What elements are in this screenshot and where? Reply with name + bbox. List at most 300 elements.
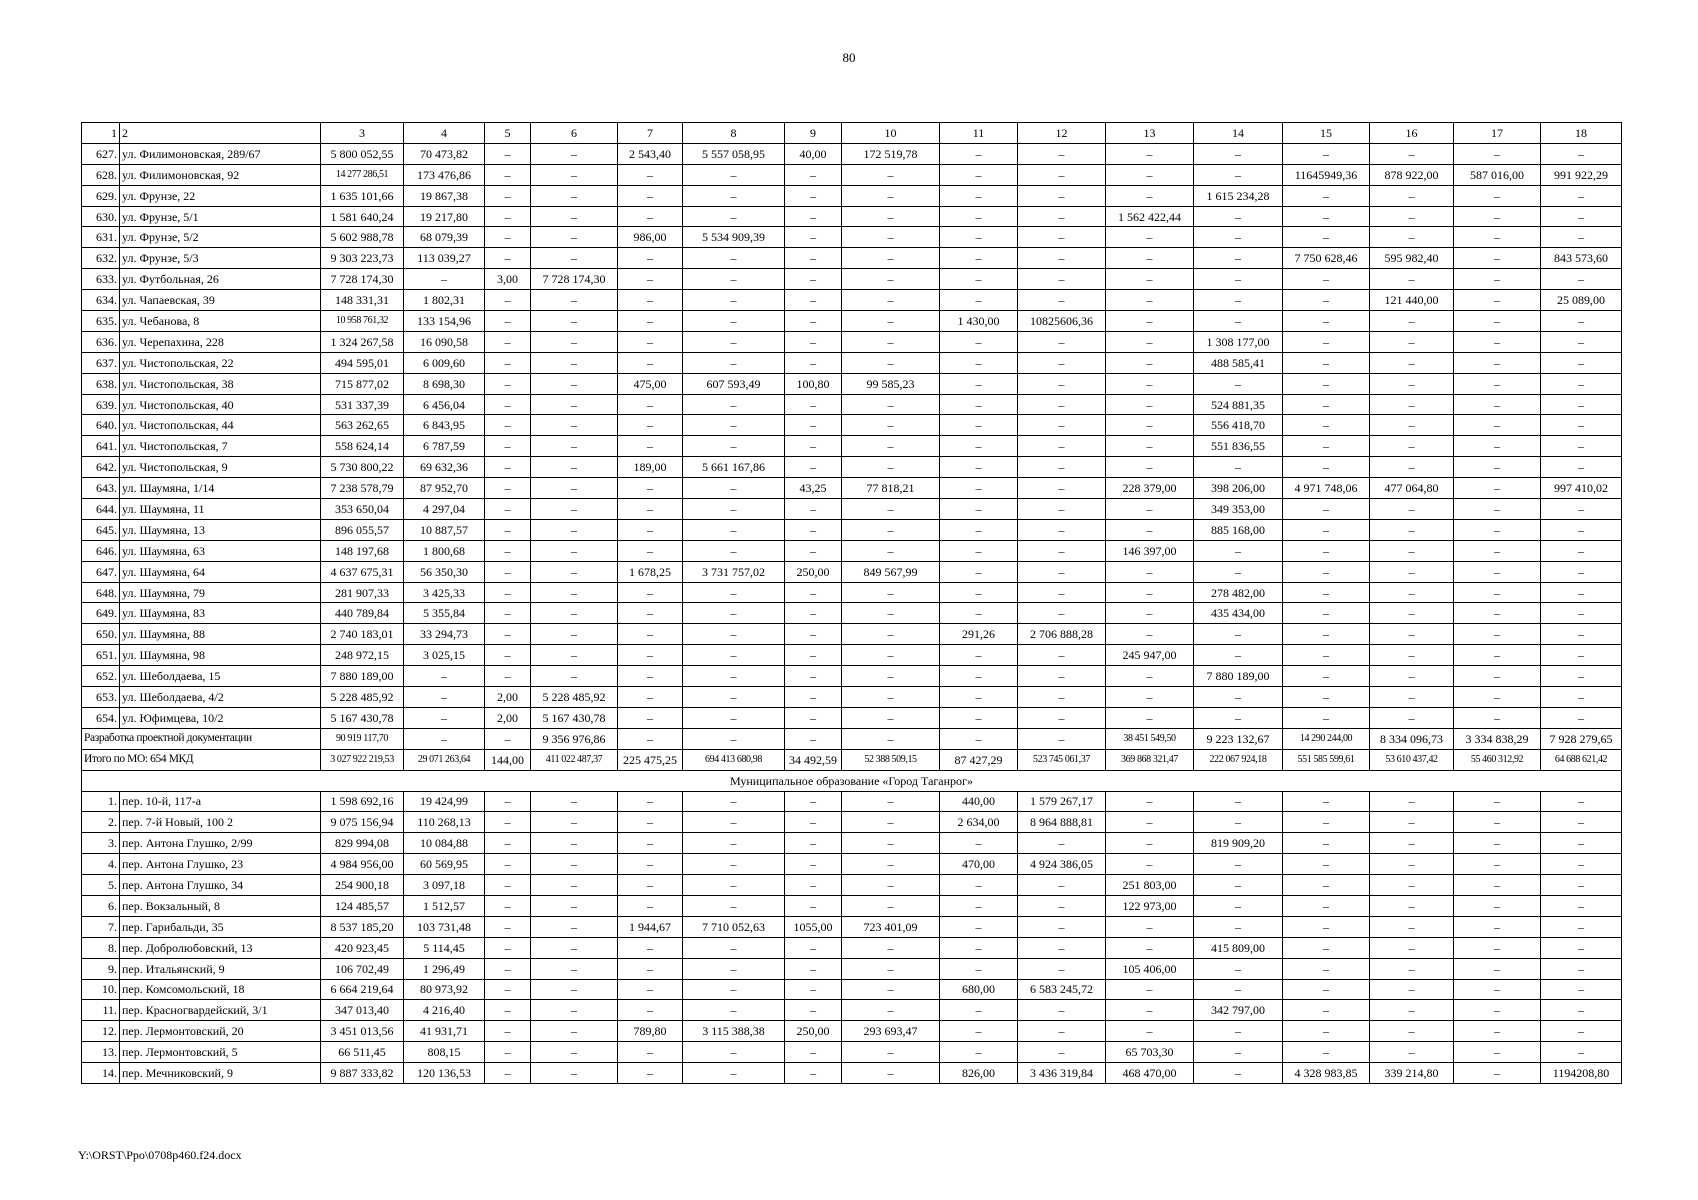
table-cell: – — [1454, 311, 1541, 332]
table-cell: – — [531, 206, 618, 227]
table-cell: 680,00 — [940, 979, 1018, 1000]
table-cell: – — [940, 1000, 1018, 1021]
table-cell: 173 476,86 — [404, 164, 485, 185]
table-cell: 551 585 599,61 — [1283, 749, 1370, 770]
table-cell: 8 698,30 — [404, 373, 485, 394]
table-cell: 113 039,27 — [404, 248, 485, 269]
table-cell: 6. — [82, 895, 120, 916]
table-cell: 5 534 909,39 — [683, 227, 785, 248]
table-cell: – — [940, 185, 1018, 206]
table-row — [82, 248, 1622, 269]
table-cell: – — [485, 519, 531, 540]
table-cell: ул. Шаумяна, 88 — [120, 624, 321, 645]
table-cell: 87 952,70 — [404, 478, 485, 499]
table-cell: – — [618, 311, 683, 332]
table-cell: – — [485, 875, 531, 896]
table-cell: – — [485, 561, 531, 582]
table-cell: 9 075 156,94 — [321, 812, 404, 833]
table-cell: 1 581 640,24 — [321, 206, 404, 227]
table-cell: 14 290 244,00 — [1283, 728, 1370, 749]
table-cell: – — [842, 666, 940, 687]
table-cell: – — [1018, 1021, 1106, 1042]
table-cell: 5 114,45 — [404, 937, 485, 958]
table-cell: – — [1106, 185, 1194, 206]
table-cell: 2,00 — [485, 707, 531, 728]
table-cell: – — [842, 331, 940, 352]
table-cell: – — [485, 436, 531, 457]
table-cell: пер. Вокзальный, 8 — [120, 895, 321, 916]
table-cell: 630. — [82, 206, 120, 227]
table-cell: 398 206,00 — [1194, 478, 1283, 499]
table-cell: – — [1541, 185, 1622, 206]
table-cell: – — [683, 185, 785, 206]
table-cell: – — [485, 916, 531, 937]
table-cell: 640. — [82, 415, 120, 436]
table-cell: – — [485, 812, 531, 833]
table-row — [82, 582, 1622, 603]
table-cell: – — [842, 394, 940, 415]
table-cell: – — [1194, 875, 1283, 896]
table-cell: – — [1194, 290, 1283, 311]
table-cell: – — [1454, 854, 1541, 875]
table-cell: – — [1370, 603, 1454, 624]
table-cell: 5 167 430,78 — [321, 707, 404, 728]
table-cell: 3 425,33 — [404, 582, 485, 603]
table-cell: – — [1283, 269, 1370, 290]
table-cell: – — [1018, 519, 1106, 540]
table-cell: – — [940, 206, 1018, 227]
table-cell: – — [683, 164, 785, 185]
table-cell: 6 583 245,72 — [1018, 979, 1106, 1000]
table-cell: – — [1454, 540, 1541, 561]
table-cell: – — [531, 436, 618, 457]
table-cell: – — [1370, 875, 1454, 896]
table-cell: 631. — [82, 227, 120, 248]
table-cell: – — [485, 1000, 531, 1021]
table-cell: – — [683, 854, 785, 875]
table-cell: – — [940, 269, 1018, 290]
table-cell: – — [485, 624, 531, 645]
table-cell: – — [618, 206, 683, 227]
table-cell: 849 567,99 — [842, 561, 940, 582]
table-cell: 587 016,00 — [1454, 164, 1541, 185]
table-cell: – — [485, 603, 531, 624]
table-cell: – — [842, 812, 940, 833]
table-row — [82, 436, 1622, 457]
table-cell: пер. 7-й Новый, 100 2 — [120, 812, 321, 833]
table-cell: – — [1194, 979, 1283, 1000]
table-cell: – — [1454, 143, 1541, 164]
table-cell: пер. Антона Глушко, 2/99 — [120, 833, 321, 854]
table-cell: – — [1541, 979, 1622, 1000]
table-cell: – — [1541, 833, 1622, 854]
table-cell: – — [531, 499, 618, 520]
table-cell: – — [485, 499, 531, 520]
table-cell: – — [940, 1021, 1018, 1042]
table-cell: – — [1370, 561, 1454, 582]
table-cell: 122 973,00 — [1106, 895, 1194, 916]
table-cell: 80 973,92 — [404, 979, 485, 1000]
table-cell: 634. — [82, 290, 120, 311]
table-cell: 4 984 956,00 — [321, 854, 404, 875]
table-cell: – — [1194, 645, 1283, 666]
table-cell: – — [842, 582, 940, 603]
table-cell: 3 731 757,02 — [683, 561, 785, 582]
table-cell: – — [404, 269, 485, 290]
table-cell: – — [531, 666, 618, 687]
table-cell: – — [1283, 415, 1370, 436]
table-cell: ул. Чебанова, 8 — [120, 311, 321, 332]
table-cell: – — [683, 206, 785, 227]
table-cell: пер. Лермонтовский, 5 — [120, 1042, 321, 1063]
table-cell: – — [1370, 582, 1454, 603]
table-cell: 100,80 — [785, 373, 842, 394]
table-cell: – — [683, 352, 785, 373]
table-cell: 1 512,57 — [404, 895, 485, 916]
table-cell: 885 168,00 — [1194, 519, 1283, 540]
table-cell: 60 569,95 — [404, 854, 485, 875]
table-cell: – — [1541, 812, 1622, 833]
table-cell: – — [404, 666, 485, 687]
table-cell: – — [531, 875, 618, 896]
table-cell: 14 — [1194, 123, 1283, 144]
table-cell: – — [1283, 791, 1370, 812]
table-cell: – — [1106, 854, 1194, 875]
table-cell: 5 800 052,55 — [321, 143, 404, 164]
table-cell: – — [1454, 687, 1541, 708]
table-cell: – — [1283, 331, 1370, 352]
table-cell: – — [1283, 311, 1370, 332]
table-cell: – — [1454, 415, 1541, 436]
table-cell: 5 228 485,92 — [531, 687, 618, 708]
table-cell: – — [1454, 499, 1541, 520]
table-cell: 64 688 621,42 — [1541, 749, 1622, 770]
table-cell: 14. — [82, 1063, 120, 1084]
table-cell: – — [1370, 687, 1454, 708]
summary-row — [82, 749, 1622, 770]
table-cell: – — [1018, 875, 1106, 896]
table-cell: – — [1283, 958, 1370, 979]
table-cell: 3. — [82, 833, 120, 854]
table-cell: 10 958 761,32 — [321, 311, 404, 332]
table-cell: – — [1454, 833, 1541, 854]
table-cell: – — [1370, 979, 1454, 1000]
table-cell: – — [1283, 582, 1370, 603]
table-cell: – — [1018, 582, 1106, 603]
table-cell: – — [785, 707, 842, 728]
table-cell: – — [531, 331, 618, 352]
table-cell: – — [1370, 916, 1454, 937]
table-cell: 635. — [82, 311, 120, 332]
table-cell: – — [1454, 394, 1541, 415]
table-cell: 2 740 183,01 — [321, 624, 404, 645]
table-cell: – — [1106, 164, 1194, 185]
table-cell: – — [940, 833, 1018, 854]
table-cell: – — [1106, 561, 1194, 582]
table-cell: – — [1370, 519, 1454, 540]
table-cell: 440 789,84 — [321, 603, 404, 624]
table-cell: 6 664 219,64 — [321, 979, 404, 1000]
table-cell: – — [785, 603, 842, 624]
table-cell: – — [1106, 143, 1194, 164]
table-cell: – — [1018, 164, 1106, 185]
table-cell: – — [1370, 311, 1454, 332]
table-cell: – — [1018, 833, 1106, 854]
table-cell: – — [1194, 1042, 1283, 1063]
table-cell: – — [485, 164, 531, 185]
table-cell: 5 557 058,95 — [683, 143, 785, 164]
table-row — [82, 143, 1622, 164]
table-cell: – — [618, 624, 683, 645]
table-cell: – — [940, 499, 1018, 520]
table-cell: – — [531, 415, 618, 436]
table-cell: 470,00 — [940, 854, 1018, 875]
table-cell: – — [1454, 645, 1541, 666]
table-cell: ул. Чистопольская, 44 — [120, 415, 321, 436]
table-cell: ул. Чапаевская, 39 — [120, 290, 321, 311]
table-cell: – — [785, 185, 842, 206]
table-cell: 556 418,70 — [1194, 415, 1283, 436]
table-cell: – — [1541, 603, 1622, 624]
table-cell: 29 071 263,64 — [404, 749, 485, 770]
table-cell: – — [618, 854, 683, 875]
table-cell: 2. — [82, 812, 120, 833]
table-cell: – — [1106, 979, 1194, 1000]
table-cell: – — [1106, 248, 1194, 269]
table-cell: 654. — [82, 707, 120, 728]
table-cell: – — [1541, 1021, 1622, 1042]
table-cell: – — [1541, 499, 1622, 520]
table-cell: – — [618, 812, 683, 833]
table-cell: – — [785, 331, 842, 352]
table-cell: – — [618, 478, 683, 499]
table-cell: ул. Чистопольская, 7 — [120, 436, 321, 457]
table-cell: – — [485, 582, 531, 603]
table-cell: – — [940, 895, 1018, 916]
table-cell: 7 238 578,79 — [321, 478, 404, 499]
table-cell: 339 214,80 — [1370, 1063, 1454, 1084]
table-row — [82, 164, 1622, 185]
table-cell: 826,00 — [940, 1063, 1018, 1084]
table-cell: пер. Красногвардейский, 3/1 — [120, 1000, 321, 1021]
table-cell: 9 223 132,67 — [1194, 728, 1283, 749]
table-cell: 5 661 167,86 — [683, 457, 785, 478]
table-cell: – — [842, 854, 940, 875]
summary-row — [82, 728, 1622, 749]
table-cell: – — [1106, 791, 1194, 812]
table-cell: 643. — [82, 478, 120, 499]
page-number: 80 — [842, 50, 856, 65]
table-row — [82, 1021, 1622, 1042]
table-cell: – — [1370, 624, 1454, 645]
table-cell: – — [1541, 206, 1622, 227]
table-cell: – — [618, 352, 683, 373]
table-cell: – — [1194, 206, 1283, 227]
table-cell: – — [1454, 269, 1541, 290]
table-cell: – — [1194, 958, 1283, 979]
table-cell: 1 635 101,66 — [321, 185, 404, 206]
table-cell: 342 797,00 — [1194, 1000, 1283, 1021]
table-cell: 18 — [1541, 123, 1622, 144]
table-cell: 639. — [82, 394, 120, 415]
table-cell: – — [531, 311, 618, 332]
table-cell: 475,00 — [618, 373, 683, 394]
table-cell: 40,00 — [785, 143, 842, 164]
table-cell: – — [1541, 854, 1622, 875]
table-cell: – — [1106, 290, 1194, 311]
table-cell: – — [618, 582, 683, 603]
table-cell: – — [940, 352, 1018, 373]
table-cell: – — [1370, 812, 1454, 833]
table-cell: – — [1370, 645, 1454, 666]
table-row — [82, 1042, 1622, 1063]
table-row — [82, 1063, 1622, 1084]
table-cell: – — [940, 603, 1018, 624]
table-cell: 38 451 549,50 — [1106, 728, 1194, 749]
table-cell: – — [785, 895, 842, 916]
table-cell: – — [842, 1042, 940, 1063]
table-cell: пер. Итальянский, 9 — [120, 958, 321, 979]
table-cell: – — [683, 1000, 785, 1021]
table-cell: 789,80 — [618, 1021, 683, 1042]
table-cell: 66 511,45 — [321, 1042, 404, 1063]
table-cell: – — [1541, 436, 1622, 457]
table-cell: – — [618, 331, 683, 352]
table-cell: – — [1454, 979, 1541, 1000]
table-cell: 2,00 — [485, 687, 531, 708]
table-cell: – — [842, 791, 940, 812]
table-cell: 17 — [1454, 123, 1541, 144]
table-cell: – — [785, 206, 842, 227]
table-cell: 7 928 279,65 — [1541, 728, 1622, 749]
table-cell: – — [1106, 373, 1194, 394]
table-cell: – — [1018, 185, 1106, 206]
table-cell: – — [940, 415, 1018, 436]
table-cell: 488 585,41 — [1194, 352, 1283, 373]
table-cell: – — [485, 645, 531, 666]
table-cell: – — [842, 415, 940, 436]
table-cell: – — [1283, 227, 1370, 248]
table-cell: – — [1018, 958, 1106, 979]
table-cell: 607 593,49 — [683, 373, 785, 394]
table-cell: – — [1194, 227, 1283, 248]
table-cell: – — [940, 875, 1018, 896]
table-cell: – — [785, 415, 842, 436]
table-cell: – — [1541, 227, 1622, 248]
table-cell: 16 — [1370, 123, 1454, 144]
table-cell: – — [1018, 499, 1106, 520]
table-cell: – — [683, 603, 785, 624]
table-row — [82, 666, 1622, 687]
table-cell: 110 268,13 — [404, 812, 485, 833]
table-cell: – — [618, 499, 683, 520]
table-cell: – — [683, 415, 785, 436]
table-cell: – — [485, 394, 531, 415]
table-cell: 353 650,04 — [321, 499, 404, 520]
table-cell: – — [785, 687, 842, 708]
table-row — [82, 290, 1622, 311]
table-cell: – — [1541, 666, 1622, 687]
table-cell: 3 025,15 — [404, 645, 485, 666]
table-cell: – — [1106, 415, 1194, 436]
table-cell: 105 406,00 — [1106, 958, 1194, 979]
table-cell: 819 909,20 — [1194, 833, 1283, 854]
table-cell: 468 470,00 — [1106, 1063, 1194, 1084]
table-row — [82, 373, 1622, 394]
table-cell: 7 — [618, 123, 683, 144]
table-cell: 1 944,67 — [618, 916, 683, 937]
table-cell: – — [1106, 457, 1194, 478]
table-cell: 7. — [82, 916, 120, 937]
table-cell: – — [842, 1063, 940, 1084]
table-cell: 629. — [82, 185, 120, 206]
table-cell: – — [842, 979, 940, 1000]
table-cell: ул. Юфимцева, 10/2 — [120, 707, 321, 728]
table-cell: – — [1370, 227, 1454, 248]
table-cell: 5 167 430,78 — [531, 707, 618, 728]
table-cell: – — [785, 436, 842, 457]
table-cell: 8. — [82, 937, 120, 958]
table-cell: – — [940, 958, 1018, 979]
table-cell: – — [940, 937, 1018, 958]
table-row — [82, 833, 1622, 854]
table-cell: – — [1283, 666, 1370, 687]
table-cell: – — [531, 603, 618, 624]
table-cell: ул. Шеболдаева, 4/2 — [120, 687, 321, 708]
table-cell: ул. Шеболдаева, 15 — [120, 666, 321, 687]
table-cell: – — [940, 227, 1018, 248]
table-cell: – — [1018, 707, 1106, 728]
table-cell: – — [1283, 812, 1370, 833]
table-cell: пер. Антона Глушко, 23 — [120, 854, 321, 875]
table-cell: 563 262,65 — [321, 415, 404, 436]
table-cell: – — [1106, 1000, 1194, 1021]
table-cell: 878 922,00 — [1370, 164, 1454, 185]
table-cell: 1 296,49 — [404, 958, 485, 979]
table-cell: 5 355,84 — [404, 603, 485, 624]
table-cell: 148 331,31 — [321, 290, 404, 311]
table-cell: – — [485, 937, 531, 958]
table-cell: – — [1541, 394, 1622, 415]
table-cell: 644. — [82, 499, 120, 520]
table-cell: – — [531, 352, 618, 373]
table-cell: 1 562 422,44 — [1106, 206, 1194, 227]
table-cell: 106 702,49 — [321, 958, 404, 979]
table-row — [82, 1000, 1622, 1021]
table-cell: 248 972,15 — [321, 645, 404, 666]
table-cell: – — [785, 269, 842, 290]
table-cell: – — [1454, 875, 1541, 896]
table-cell: 415 809,00 — [1194, 937, 1283, 958]
table-cell: 5 — [485, 123, 531, 144]
table-cell: 281 907,33 — [321, 582, 404, 603]
table-cell: – — [683, 666, 785, 687]
table-cell: 3 451 013,56 — [321, 1021, 404, 1042]
table-cell: – — [683, 645, 785, 666]
file-path-footer: Y:\ORST\Ppo\0708p460.f24.docx — [78, 1148, 242, 1162]
table-cell: – — [1541, 1000, 1622, 1021]
table-cell: – — [485, 854, 531, 875]
table-cell: – — [618, 791, 683, 812]
table-cell: – — [1541, 687, 1622, 708]
table-cell: – — [1018, 540, 1106, 561]
table-cell: – — [1454, 519, 1541, 540]
table-cell: 9. — [82, 958, 120, 979]
table-cell: 8 — [683, 123, 785, 144]
table-cell: – — [842, 687, 940, 708]
table-cell: 189,00 — [618, 457, 683, 478]
table-cell: – — [785, 854, 842, 875]
